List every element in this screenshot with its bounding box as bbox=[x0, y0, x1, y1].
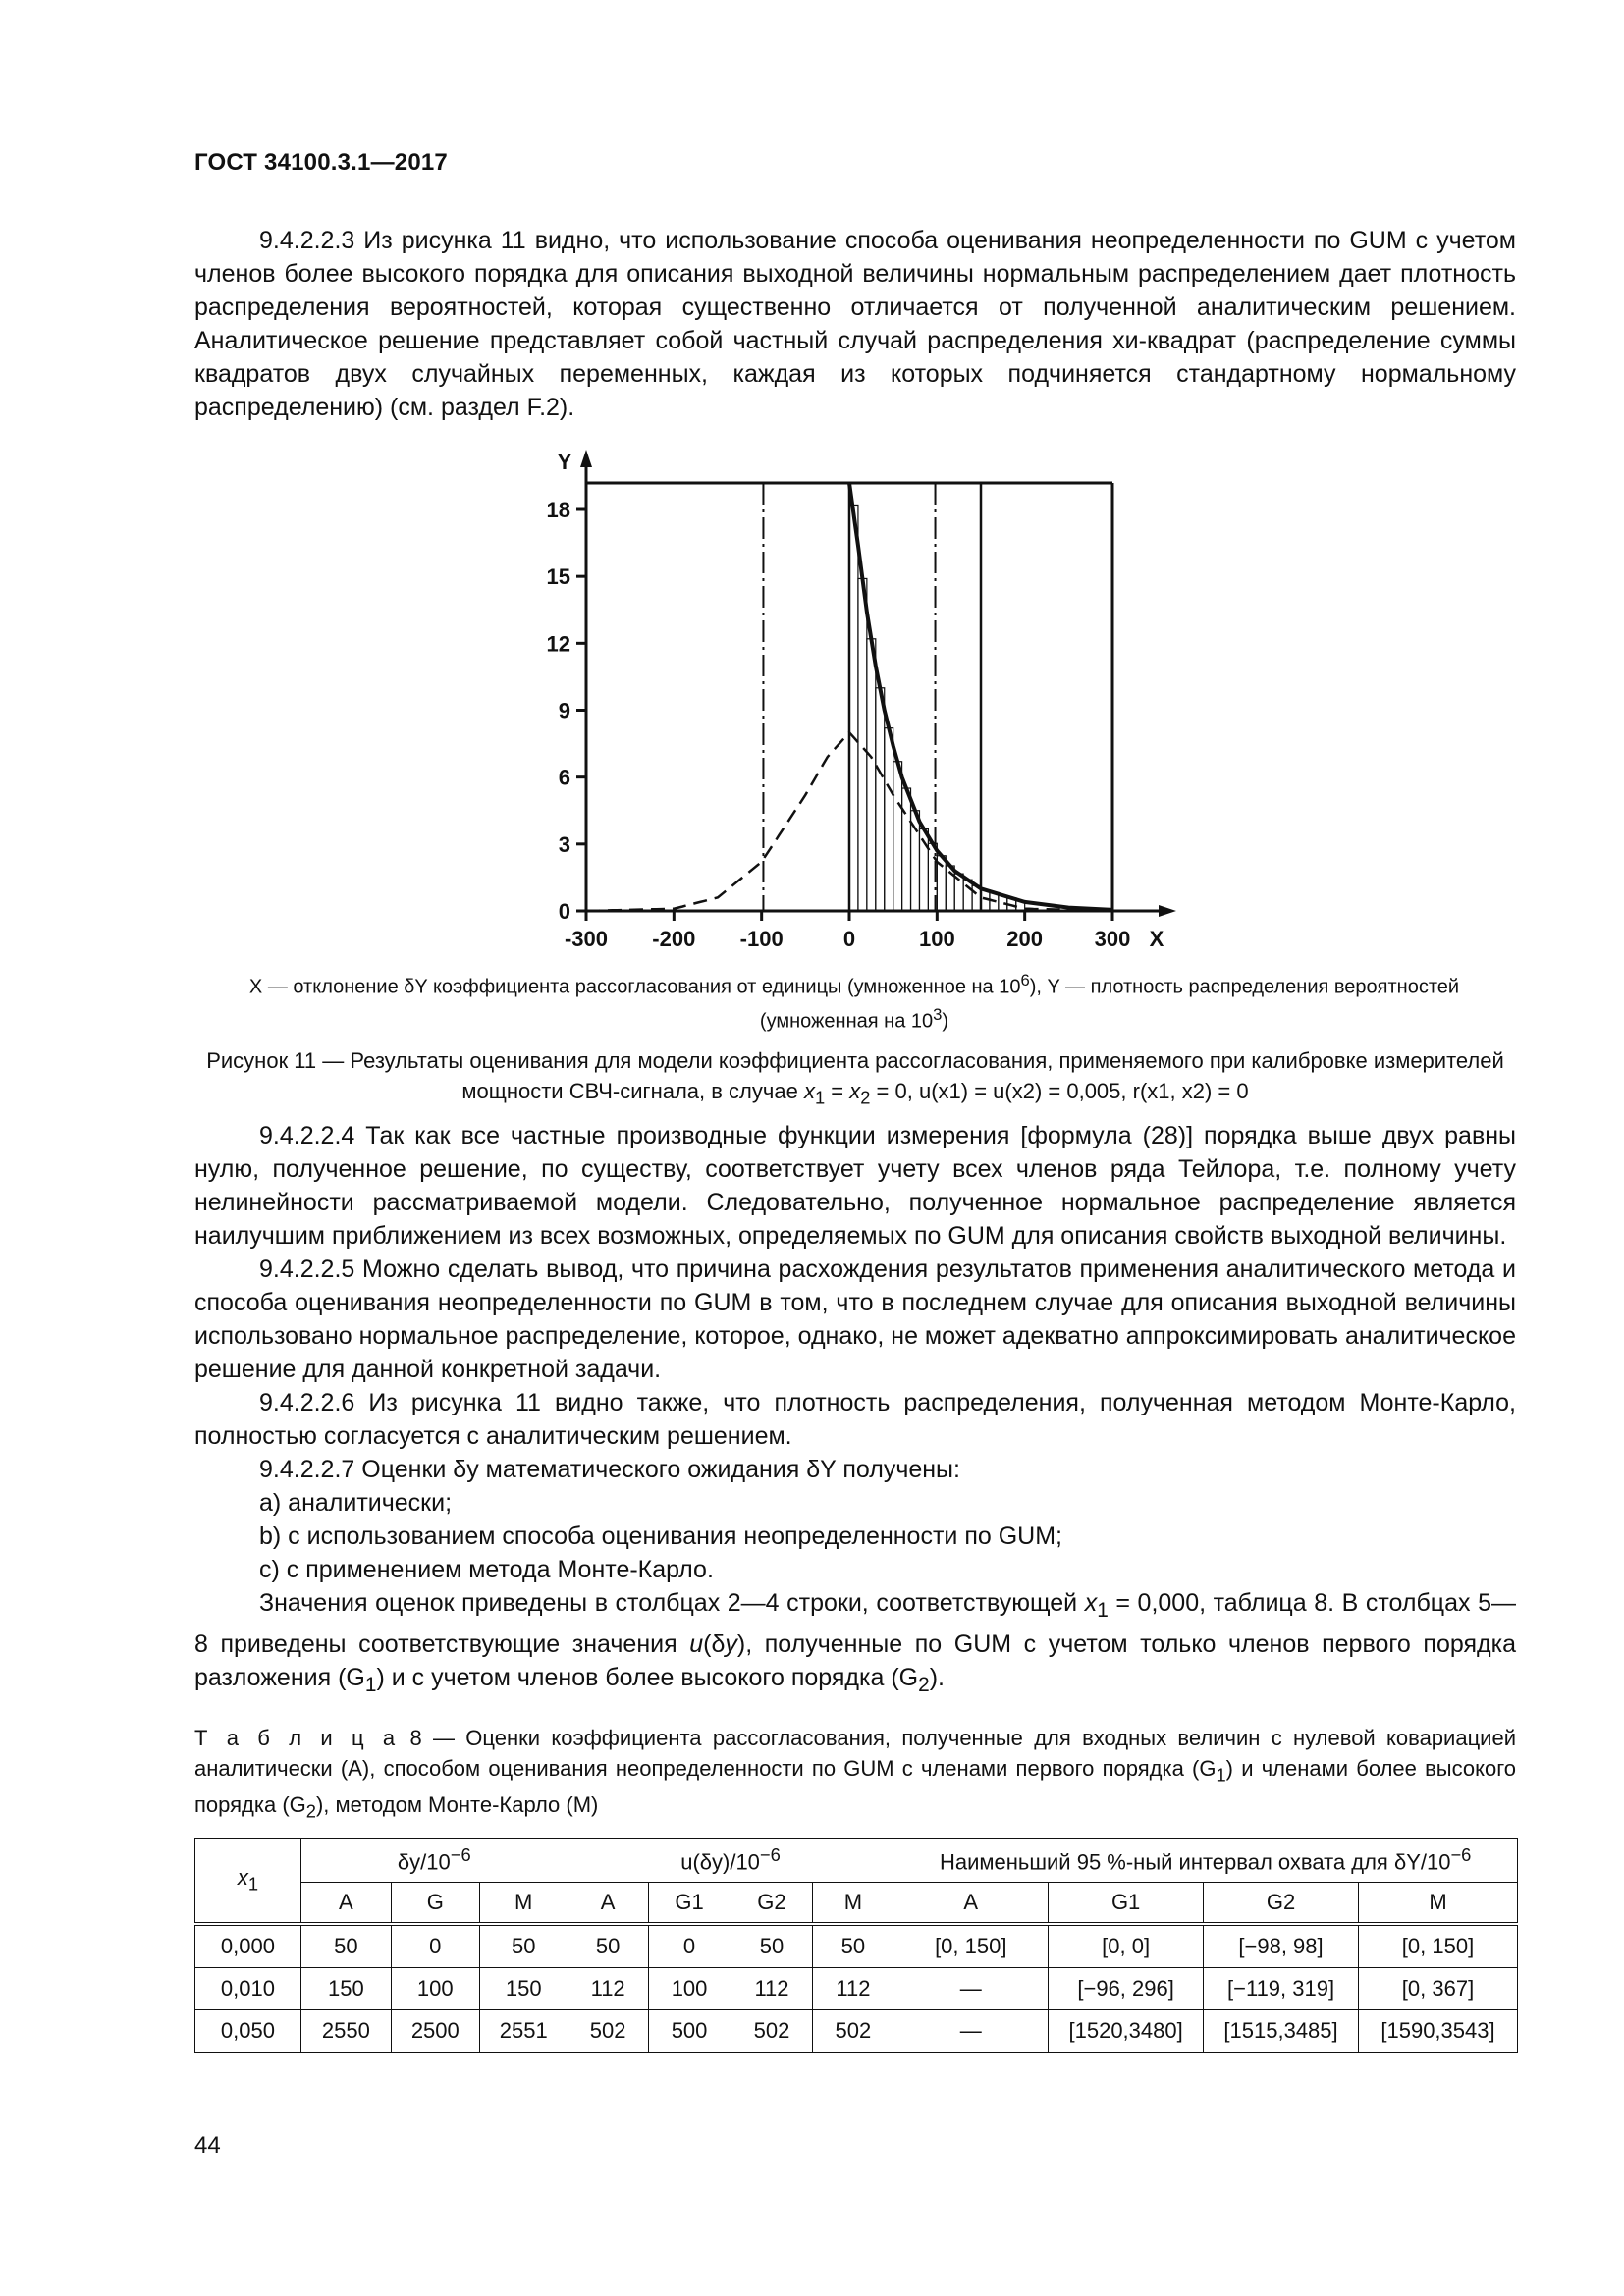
group3-label: Наименьший 95 %-ный интервал охвата для δY/10 bbox=[939, 1849, 1451, 1875]
legend-sup-1: 6 bbox=[1020, 971, 1030, 989]
x-axis-arrow bbox=[1159, 905, 1176, 917]
table-cell: 502 bbox=[813, 2010, 893, 2053]
histogram-bar bbox=[885, 728, 893, 911]
table-cell: 2551 bbox=[479, 2010, 568, 2053]
histogram-bar bbox=[963, 880, 972, 911]
pv-sub-1: 1 bbox=[1097, 1599, 1109, 1622]
subheader-cell: M bbox=[813, 1883, 893, 1925]
table-cell: 150 bbox=[300, 1968, 391, 2010]
pv-sub-g1: 1 bbox=[364, 1674, 377, 1696]
legend-text-3: ) bbox=[942, 1010, 949, 1033]
y-tick-label: 18 bbox=[546, 498, 570, 522]
pv-text-b: = 0,000, таблица 8. В столбцах 5—8 приведены соответствующие значения bbox=[194, 1589, 1516, 1658]
table-cell: 112 bbox=[568, 1968, 648, 2010]
table-cell: 50 bbox=[479, 1924, 568, 1968]
pv-text-e: ). bbox=[929, 1664, 946, 1691]
histogram-bar bbox=[867, 639, 876, 911]
y-tick-label: 6 bbox=[558, 765, 570, 790]
table-cell: 150 bbox=[479, 1968, 568, 2010]
table-cell: — bbox=[893, 2010, 1049, 2053]
paragraph-9-4-2-2-3: 9.4.2.2.3 Из рисунка 11 видно, что использование способа оценивания неопределенности по GUM с учетом членов более высокого порядка для описания выходной величины нормальным распределением дает плотность распределения вероятностей, которая существенно отличается от полученной аналитическим решением. Аналитическое решение представляет собой частный случай распределения хи-квадрат (распределение суммы квадратов двух случайных переменных, каждая из которых подчиняется стандартному нормальному распределению) (см. раздел F.2). bbox=[194, 227, 1516, 421]
figure-legend bbox=[236, 967, 1473, 1035]
list-item-c: c) с применением метода Монте-Карло. bbox=[259, 1556, 714, 1583]
histogram-bar bbox=[876, 688, 885, 911]
y-tick-label: 0 bbox=[558, 899, 570, 924]
caption-sub-1: 1 bbox=[814, 1087, 826, 1108]
table-cell: 502 bbox=[731, 2010, 813, 2053]
subheader-cell: G2 bbox=[1204, 1883, 1359, 1925]
table-8 bbox=[194, 1838, 1518, 2053]
y-tick-label: 9 bbox=[558, 698, 570, 723]
table-cell: 50 bbox=[300, 1924, 391, 1968]
subheader-cell: G2 bbox=[731, 1883, 813, 1925]
table-caption-sub-2: 2 bbox=[305, 1800, 316, 1822]
group2-label: u(δy)/10 bbox=[680, 1849, 760, 1875]
table-caption-prefix: Т а б л и ц а bbox=[194, 1726, 400, 1750]
table-cell: 50 bbox=[813, 1924, 893, 1968]
caption-tail: = 0, u(x1) = u(x2) = 0,005, r(x1, x2) = 0 bbox=[870, 1079, 1249, 1103]
table-cell: [1520,3480] bbox=[1049, 2010, 1204, 2053]
x-tick-label: -200 bbox=[652, 927, 696, 951]
header-x1-sub: 1 bbox=[247, 1873, 259, 1895]
x-tick-label: 300 bbox=[1094, 927, 1131, 951]
table-cell: 2500 bbox=[391, 2010, 479, 2053]
table-cell: 500 bbox=[648, 2010, 731, 2053]
caption-var-x2: x bbox=[849, 1079, 861, 1103]
histogram-bar bbox=[893, 762, 902, 911]
x-tick-label: 200 bbox=[1006, 927, 1044, 951]
table-cell: [−98, 98] bbox=[1204, 1924, 1359, 1968]
caption-sub-2: 2 bbox=[860, 1087, 871, 1108]
subheader-cell: A bbox=[568, 1883, 648, 1925]
table-cell: 0,010 bbox=[195, 1968, 301, 2010]
paragraph-block-top bbox=[194, 224, 1516, 424]
table-cell: 112 bbox=[813, 1968, 893, 2010]
subheader-cell: G bbox=[391, 1883, 479, 1925]
subheader-cell: M bbox=[1359, 1883, 1518, 1925]
subheader-cell: A bbox=[300, 1883, 391, 1925]
header-group-dy bbox=[300, 1839, 568, 1883]
table-cell: [1590,3543] bbox=[1359, 2010, 1518, 2053]
paragraph-9-4-2-2-6: 9.4.2.2.6 Из рисунка 11 видно также, что плотность распределения, полученная методом Монте-Карло, полностью согласуется с аналитическим решением. bbox=[194, 1389, 1516, 1450]
header-group-u bbox=[568, 1839, 893, 1883]
table-caption bbox=[194, 1723, 1516, 1827]
table-cell: 50 bbox=[731, 1924, 813, 1968]
subheader-cell: G1 bbox=[1049, 1883, 1204, 1925]
table-caption-text-b: ) и членами более высокого порядка (G bbox=[194, 1756, 1516, 1818]
table-cell: [−96, 296] bbox=[1049, 1968, 1204, 2010]
x-tick-label: 100 bbox=[918, 927, 955, 951]
document-header: ГОСТ 34100.3.1—2017 bbox=[194, 149, 448, 176]
histogram-bar bbox=[902, 788, 911, 911]
group1-sup: −6 bbox=[450, 1844, 471, 1866]
table-caption-sub-1: 1 bbox=[1216, 1764, 1226, 1786]
paragraph-9-4-2-2-4: 9.4.2.2.4 Так как все частные производные функции измерения [формула (28)] порядка выше двух равны нулю, полученное решение, по существу, соответствует учету всех членов ряда Тейлора, т.е. полному учету нелинейности рассматриваемой модели. Следовательно, полученное нормальное распределение является наилучшим приближением из всех возможных, определяемых по GUM для описания свойств выходной величины. bbox=[194, 1122, 1516, 1250]
table-cell: [0, 367] bbox=[1359, 1968, 1518, 2010]
table-cell: 0 bbox=[648, 1924, 731, 1968]
figure-11-chart bbox=[511, 447, 1198, 952]
subheader-cell: A bbox=[893, 1883, 1049, 1925]
group2-sup: −6 bbox=[759, 1844, 781, 1866]
y-axis-label: Y bbox=[557, 450, 572, 474]
pv-text-c: , полученные по GUM с учетом только членов первого порядка разложения (G bbox=[194, 1630, 1516, 1691]
table-cell: [−119, 319] bbox=[1204, 1968, 1359, 2010]
paragraph-values: Значения оценок приведены в столбцах 2—4 строки, соответствующей $x_1 = 0,000$, таблица 8. В столбцах 5—8 приведены соответствующие значения u(δy), полученные по GUM с учетом только членов первого порядка разложения $(G_1)$ и с учетом членов более высокого порядка $(G_2)$. bbox=[194, 1589, 1516, 1696]
paragraph-block-mid bbox=[194, 1119, 1516, 1702]
list-item-b: b) с использованием способа оценивания неопределенности по GUM; bbox=[259, 1522, 1062, 1550]
table-cell: [0, 0] bbox=[1049, 1924, 1204, 1968]
x-tick-label: -300 bbox=[564, 927, 609, 951]
header-x1 bbox=[195, 1839, 301, 1925]
caption-var-x: x bbox=[803, 1079, 815, 1103]
table-cell: [0, 150] bbox=[1359, 1924, 1518, 1968]
table-cell: [0, 150] bbox=[893, 1924, 1049, 1968]
header-group-interval bbox=[893, 1839, 1518, 1883]
table-cell: 0 bbox=[391, 1924, 479, 1968]
table-caption-text-c: ), методом Монте-Карло (M) bbox=[315, 1792, 599, 1818]
list-item-a: a) аналитически; bbox=[259, 1489, 453, 1517]
x-axis-label: X bbox=[1149, 927, 1164, 951]
x-tick-label: 0 bbox=[842, 927, 856, 951]
pv-var-u: u bbox=[689, 1630, 704, 1658]
y-tick-label: 3 bbox=[558, 831, 570, 857]
subheader-cell: M bbox=[479, 1883, 568, 1925]
table-cell: 0,050 bbox=[195, 2010, 301, 2053]
table-cell: — bbox=[893, 1968, 1049, 2010]
chart-root bbox=[547, 450, 1176, 951]
paragraph-9-4-2-2-5: 9.4.2.2.5 Можно сделать вывод, что причина расхождения результатов применения аналитического метода и способа оценивания неопределенности по GUM в том, что в последнем случае для описания выходной величины использовано нормальное распределение, которое, однако, не может адекватно аппроксимировать аналитическое решение для данной конкретной задачи. bbox=[194, 1255, 1516, 1383]
table-cell: [1515,3485] bbox=[1204, 2010, 1359, 2053]
pv-sub-g2: 2 bbox=[918, 1674, 930, 1696]
table-cell: 502 bbox=[568, 2010, 648, 2053]
table-cell: 112 bbox=[731, 1968, 813, 2010]
page-number: 44 bbox=[194, 2132, 221, 2159]
table-row bbox=[195, 2010, 1518, 2053]
pv-var-y: y bbox=[725, 1630, 737, 1658]
paragraph-9-4-2-2-7: 9.4.2.2.7 Оценки δy математического ожидания δY получены: bbox=[259, 1456, 960, 1483]
table-row bbox=[195, 1968, 1518, 2010]
group3-sup: −6 bbox=[1450, 1844, 1472, 1866]
table-cell: 50 bbox=[568, 1924, 648, 1968]
group1-label: δy/10 bbox=[397, 1849, 451, 1875]
x-tick-label: -100 bbox=[739, 927, 784, 951]
pv-var-x: x bbox=[1084, 1589, 1098, 1617]
table-caption-text-a: 8 — Оценки коэффициента рассогласования, полученные для входных величин с нулевой ковариацией аналитически (A), способом оценивания неопределенности по GUM с членами первого порядка (G bbox=[194, 1726, 1516, 1781]
legend-text-1: X — отклонение δY коэффициента рассогласования от единицы (умноженное на 10 bbox=[248, 976, 1021, 998]
table-row bbox=[195, 1924, 1518, 1968]
pv-text-a: Значения оценок приведены в столбцах 2—4 строки, соответствующей bbox=[259, 1589, 1085, 1617]
legend-text-2: ), Y — плотность распределения вероятностей (умноженная на 10 bbox=[759, 976, 1460, 1033]
histogram-bar bbox=[858, 578, 867, 911]
pv-text-d: ) и с учетом членов более высокого порядка (G bbox=[376, 1664, 919, 1691]
y-tick-label: 12 bbox=[546, 631, 570, 657]
figure-caption-text: Рисунок 11 — Результаты оценивания для модели коэффициента рассогласования, применяемого при калибровке измерителей мощности СВЧ-сигнала, в случае bbox=[206, 1048, 1504, 1103]
header-x1-var: x bbox=[237, 1865, 248, 1891]
legend-sup-2: 3 bbox=[933, 1004, 943, 1024]
y-axis-arrow bbox=[580, 450, 592, 467]
table-cell: 100 bbox=[648, 1968, 731, 2010]
histogram-bar bbox=[849, 505, 858, 911]
subheader-cell: G1 bbox=[648, 1883, 731, 1925]
table-cell: 100 bbox=[391, 1968, 479, 2010]
table-cell: 2550 bbox=[300, 2010, 391, 2053]
figure-caption bbox=[194, 1045, 1516, 1112]
table-cell: 0,000 bbox=[195, 1924, 301, 1968]
y-tick-label: 15 bbox=[546, 564, 570, 590]
caption-eq: = bbox=[825, 1079, 850, 1103]
